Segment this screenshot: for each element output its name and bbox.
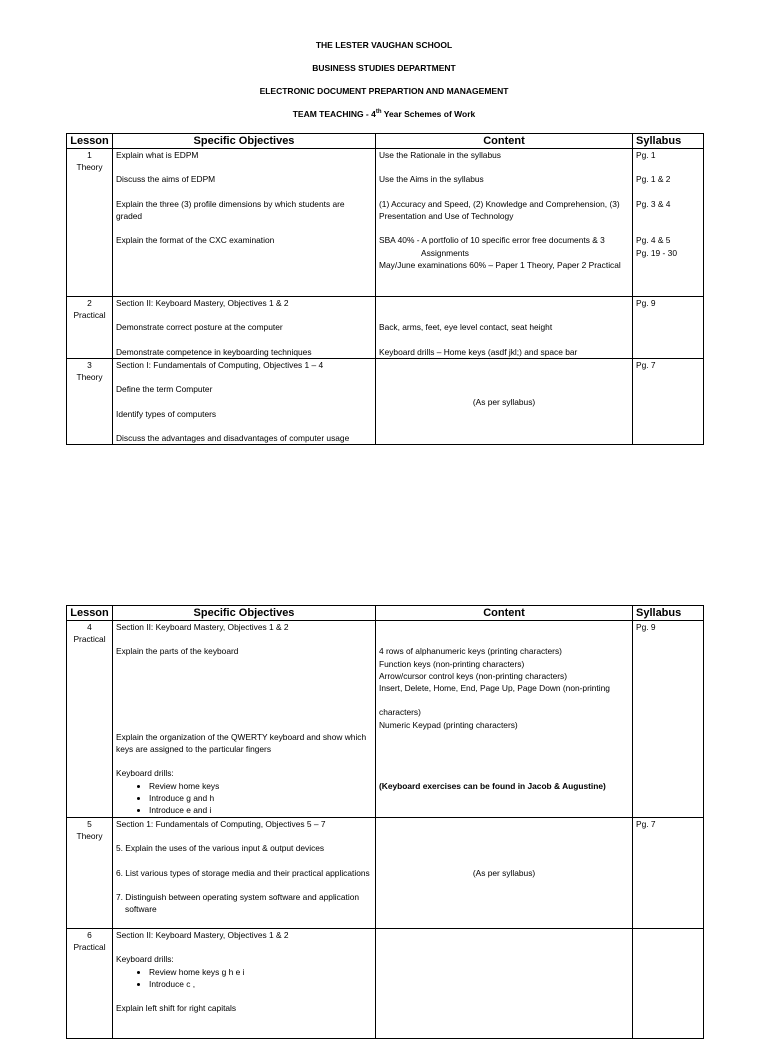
objective-item: Demonstrate correct posture at the computer	[116, 322, 283, 333]
content-item: Back, arms, feet, eye level contact, seat height	[379, 322, 553, 333]
objectives-cell	[113, 818, 376, 929]
content-item: Function keys (non-printing characters)	[379, 658, 525, 669]
objective-item: 5. Explain the uses of the various input & output devices	[116, 843, 325, 854]
list-item: • Review home keys	[149, 780, 372, 792]
objective-item: Section II: Keyboard Mastery, Objectives 1 & 2	[116, 930, 289, 940]
content-item: Keyboard drills – Home keys (asdf jkl;) and space bar	[379, 346, 578, 357]
scheme-table-1	[66, 133, 704, 445]
lesson-number: 6	[87, 930, 92, 940]
lesson-cell	[67, 149, 113, 297]
header-objectives: Specific Objectives	[113, 606, 376, 621]
objectives-cell	[113, 297, 376, 359]
objective-item: Explain the three (3) profile dimensions by which students are graded	[116, 198, 345, 221]
lesson-number: 4	[87, 622, 92, 632]
objective-item: Explain the parts of the keyboard	[116, 646, 239, 657]
objective-item: Demonstrate competence in keyboarding techniques	[116, 346, 312, 357]
table-header-row	[67, 606, 704, 621]
list-item: • Review home keys g h e i	[149, 966, 372, 978]
content-item: Numeric Keypad (printing characters)	[379, 719, 518, 730]
table-header-row	[67, 134, 704, 149]
course-title: ELECTRONIC DOCUMENT PREPARTION AND MANAGEMENT	[259, 86, 509, 96]
content-item: (As per syllabus)	[472, 867, 536, 878]
header-syllabus: Syllabus	[633, 606, 704, 621]
syllabus-ref: Pg. 3 & 4	[636, 198, 671, 209]
objective-item: Section I: Fundamentals of Computing, Objectives 1 – 4	[116, 359, 324, 370]
syllabus-ref: Pg. 19 - 30	[636, 247, 677, 258]
objective-item: Section II: Keyboard Mastery, Objectives 1 & 2	[116, 622, 289, 632]
syllabus-cell	[633, 297, 704, 359]
content-item: characters)	[379, 707, 421, 718]
syllabus-ref: Pg. 9	[636, 298, 656, 308]
syllabus-ref: Pg. 7	[636, 819, 656, 829]
lesson-type: Theory	[76, 831, 103, 842]
lesson-cell	[67, 358, 113, 444]
syllabus-ref: Pg. 7	[636, 359, 656, 370]
content-cell	[376, 818, 633, 929]
objectives-cell	[113, 929, 376, 1039]
objective-item: Discuss the advantages and disadvantages of computer usage	[116, 433, 350, 444]
content-item: 4 rows of alphanumeric keys (printing characters)	[379, 646, 562, 657]
content-item: (Keyboard exercises can be found in Jacob & Augustine)	[379, 780, 606, 791]
lesson-cell	[67, 818, 113, 929]
syllabus-ref: Pg. 1 & 2	[636, 174, 671, 185]
content-item: May/June examinations 60% – Paper 1 Theory, Paper 2 Practical	[379, 259, 621, 270]
objective-item: Define the term Computer	[116, 384, 213, 395]
drill-list	[116, 780, 372, 817]
lesson-cell	[67, 621, 113, 818]
content-item: (As per syllabus)	[472, 396, 536, 407]
lesson-type: Practical	[73, 634, 106, 645]
content-item: Use the Aims in the syllabus	[379, 174, 484, 185]
objective-item: 6. List various types of storage media and their practical applications	[116, 867, 370, 878]
objective-item: Explain the organization of the QWERTY keyboard and show which keys are assigned to the particular fingers	[116, 731, 367, 754]
table-row	[67, 929, 704, 1039]
objective-item: Explain what is EDPM	[116, 150, 199, 160]
lesson-cell	[67, 297, 113, 359]
lesson-type: Theory	[76, 372, 103, 383]
header-syllabus: Syllabus	[633, 134, 704, 149]
table-row	[67, 818, 704, 929]
content-item: Assignments	[421, 247, 469, 258]
objective-item: Keyboard drills:	[116, 954, 174, 965]
table-row	[67, 297, 704, 359]
table-row	[67, 358, 704, 444]
content-cell	[376, 297, 633, 359]
content-item: Arrow/cursor control keys (non-printing characters)	[379, 670, 568, 681]
syllabus-cell	[633, 818, 704, 929]
list-item: • Introduce e and i	[149, 804, 372, 816]
objectives-cell	[113, 358, 376, 444]
header-lesson: Lesson	[67, 606, 113, 621]
content-cell	[376, 621, 633, 818]
objective-item: Discuss the aims of EDPM	[116, 174, 216, 185]
content-item: Insert, Delete, Home, End, Page Up, Page Down (non-printing	[379, 682, 610, 693]
objective-item: Explain the format of the CXC examination	[116, 235, 275, 246]
content-cell	[376, 358, 633, 444]
lesson-type: Practical	[73, 310, 106, 321]
syllabus-cell	[633, 358, 704, 444]
header-content: Content	[376, 134, 633, 149]
syllabus-ref: Pg. 4 & 5	[636, 235, 671, 246]
scheme-title: TEAM TEACHING - 4th Year Schemes of Work	[292, 109, 476, 119]
lesson-cell	[67, 929, 113, 1039]
content-cell	[376, 149, 633, 297]
objectives-cell	[113, 621, 376, 818]
objective-item: Identify types of computers	[116, 408, 217, 419]
content-item: (1) Accuracy and Speed, (2) Knowledge and Comprehension, (3) Presentation and Use of Technology	[379, 198, 620, 221]
drill-list	[116, 966, 372, 990]
objective-item: 7. Distinguish between operating system software and application software	[116, 892, 360, 915]
scheme-table-2	[66, 605, 704, 1039]
header-content: Content	[376, 606, 633, 621]
syllabus-cell	[633, 149, 704, 297]
school-name: THE LESTER VAUGHAN SCHOOL	[315, 40, 453, 50]
lesson-type: Practical	[73, 942, 106, 953]
header-lesson: Lesson	[67, 134, 113, 149]
lesson-number: 2	[87, 298, 92, 308]
objectives-cell	[113, 149, 376, 297]
lesson-number: 5	[87, 819, 92, 829]
list-item: • Introduce g and h	[149, 792, 372, 804]
content-cell	[376, 929, 633, 1039]
syllabus-cell	[633, 621, 704, 818]
table-row	[67, 621, 704, 818]
objective-item: Keyboard drills:	[116, 768, 174, 779]
content-item: SBA 40% - A portfolio of 10 specific error free documents & 3	[379, 235, 605, 246]
content-item: Use the Rationale in the syllabus	[379, 150, 501, 160]
lesson-type: Theory	[76, 162, 103, 173]
header-objectives: Specific Objectives	[113, 134, 376, 149]
objective-item: Section 1: Fundamentals of Computing, Objectives 5 – 7	[116, 819, 326, 829]
table-row	[67, 149, 704, 297]
lesson-number: 3	[87, 359, 92, 370]
department-name: BUSINESS STUDIES DEPARTMENT	[312, 63, 456, 73]
syllabus-ref: Pg. 9	[636, 622, 656, 632]
objective-item: Section II: Keyboard Mastery, Objectives 1 & 2	[116, 298, 289, 308]
list-item: • Introduce c ,	[149, 978, 372, 990]
objective-item: Explain left shift for right capitals	[116, 1003, 237, 1014]
syllabus-ref: Pg. 1	[636, 150, 656, 160]
syllabus-cell	[633, 929, 704, 1039]
lesson-number: 1	[87, 150, 92, 160]
